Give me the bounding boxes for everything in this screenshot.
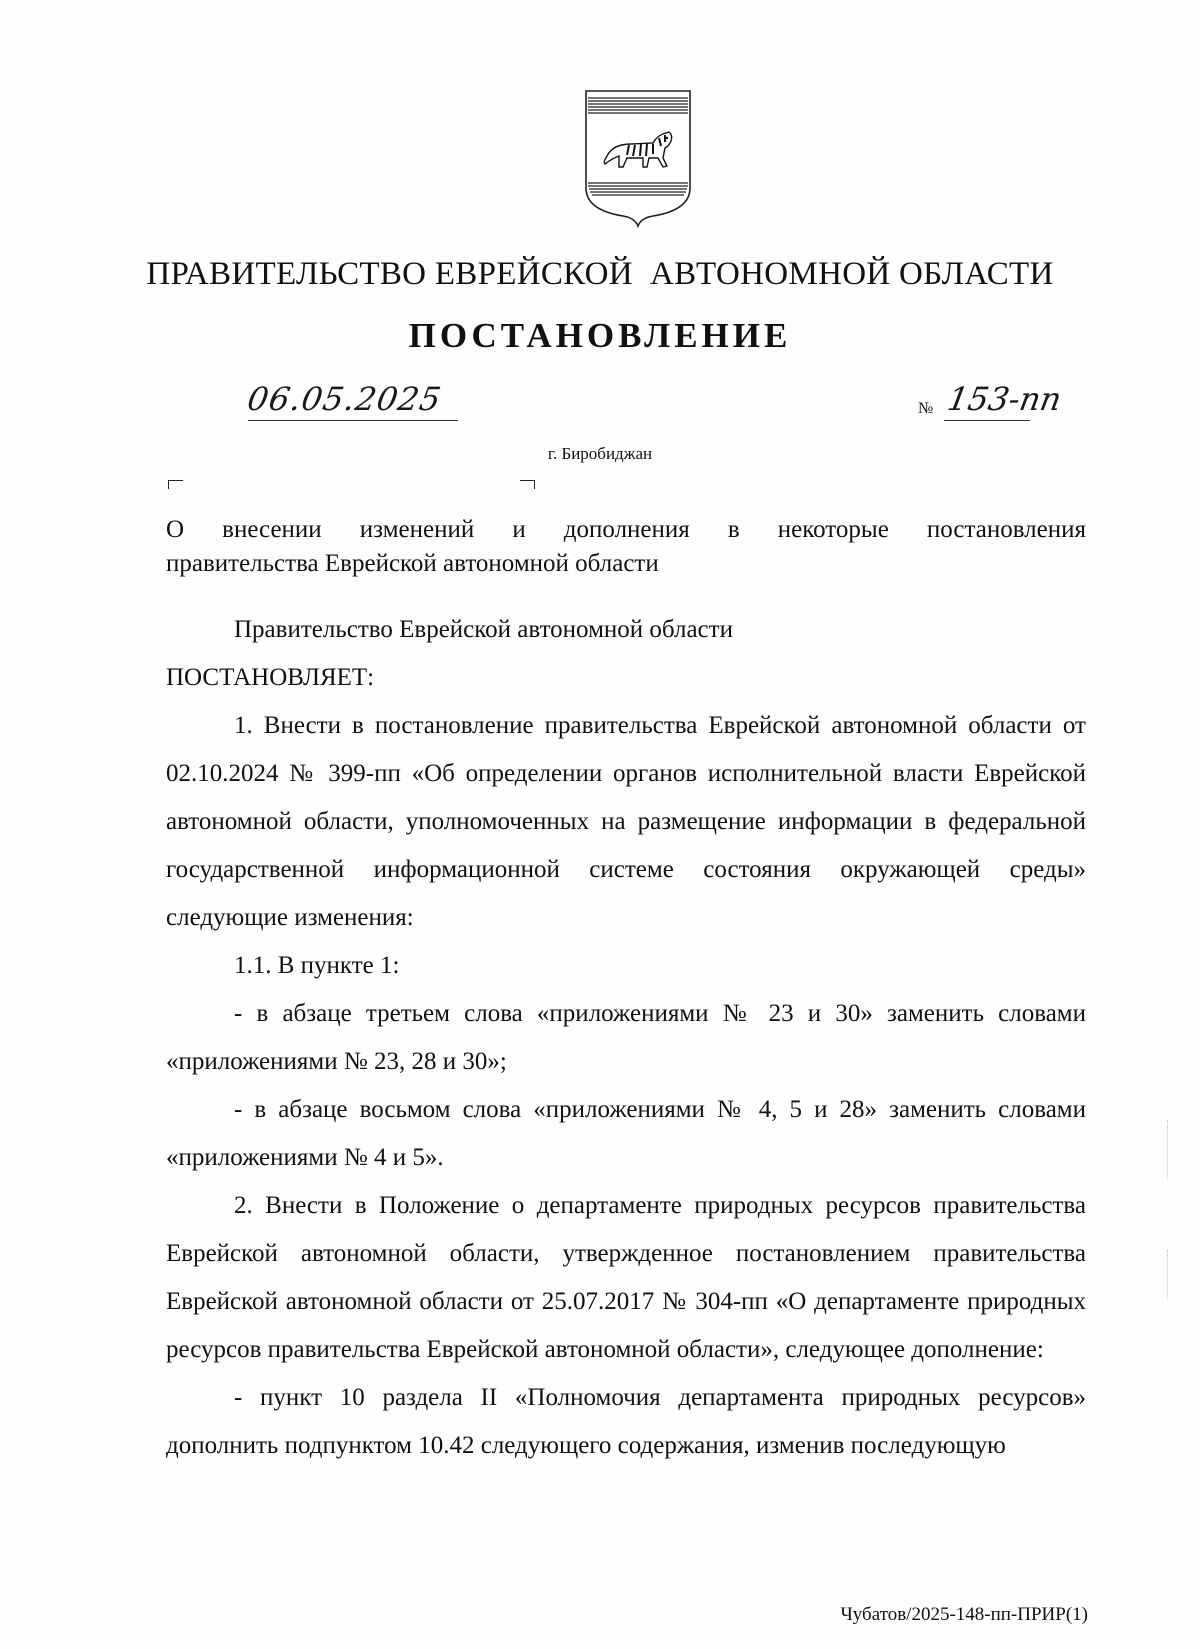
document-type-heading: ПОСТАНОВЛЕНИЕ bbox=[408, 316, 792, 355]
paragraph-1: 1. Внести в постановление правительства Еврейской автономной области от 02.10.2024 № 399-пп «Об определении органов исполнительной власти Еврейской автономной области, уполномоченных на размещение информации в федеральной государственной информационной системе состояния окружающей среды» следующие изменения: bbox=[166, 712, 1086, 931]
subject-corner-left bbox=[168, 480, 183, 489]
paragraph-2: 2. Внести в Положение о департаменте природных ресурсов правительства Еврейской автономной области, утвержденное постановлением правительства Еврейской автономной области от 25.07.2017 № 304-пп «О департаменте природных ресурсов правительства Еврейской автономной области», следующее дополнение: bbox=[166, 1192, 1086, 1363]
city-name: г. Биробиджан bbox=[547, 444, 653, 463]
handwritten-number: 153-пп bbox=[944, 380, 1065, 418]
paragraph-2-a: - пункт 10 раздела II «Полномочия департамента природных ресурсов» дополнить подпунктом 10.42 следующего содержания, изменив последующую bbox=[166, 1384, 1086, 1459]
number-label: № bbox=[918, 400, 934, 417]
paragraph-1-1-a: - в абзаце третьем слова «приложениями № 23 и 30» заменить словами «приложениями № 23, 28 и 30»; bbox=[166, 1000, 1086, 1075]
intro-paragraph: Правительство Еврейской автономной области bbox=[234, 616, 733, 643]
scan-artifact bbox=[1167, 1250, 1170, 1300]
date-underline bbox=[248, 420, 458, 421]
government-title: ПРАВИТЕЛЬСТВО ЕВРЕЙСКОЙ АВТОНОМНОЙ ОБЛАСТИ bbox=[146, 256, 1054, 292]
subject-line-1: О внесении изменений и дополнения в некоторые постановления bbox=[166, 516, 1086, 543]
paragraph-1-1: 1.1. В пункте 1: bbox=[234, 952, 400, 979]
footer-reference: Чубатов/2025-148-пп-ПРИР(1) bbox=[840, 1604, 1088, 1625]
paragraph-1-1-b: - в абзаце восьмом слова «приложениями № 4, 5 и 28» заменить словами «приложениями № 4 и 5». bbox=[166, 1096, 1086, 1171]
subject-corner-right bbox=[520, 480, 535, 489]
resolves-heading: ПОСТАНОВЛЯЕТ: bbox=[166, 664, 375, 691]
document-subject bbox=[166, 513, 1086, 581]
handwritten-date: 06.05.2025 bbox=[244, 380, 445, 418]
scan-artifact bbox=[1167, 1120, 1170, 1180]
coat-of-arms-emblem bbox=[583, 88, 693, 228]
subject-line-2: правительства Еврейской автономной области bbox=[166, 550, 659, 577]
number-underline bbox=[944, 420, 1030, 421]
document-body bbox=[166, 606, 1086, 1470]
